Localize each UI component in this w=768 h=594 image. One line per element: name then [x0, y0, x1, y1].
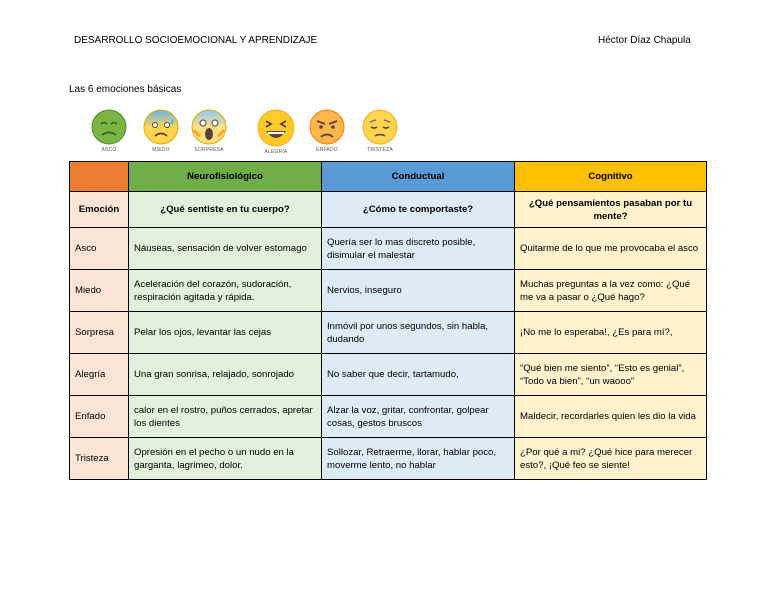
nauseated-face-icon: [90, 108, 128, 146]
angry-face-icon: [308, 108, 346, 146]
category-header-row: [70, 162, 707, 192]
sad-relieved-face-icon: [361, 108, 399, 146]
emoji-caption: ASCO: [101, 147, 117, 153]
question-header-row: [70, 192, 707, 228]
emotion-name-cell: Asco: [70, 228, 129, 270]
document-header-course: DESARROLLO SOCIOEMOCIONAL Y APRENDIZAJE: [74, 35, 318, 46]
category-cognitivo: Cognitivo: [515, 162, 707, 192]
emoji-caption: ALEGRIA: [264, 149, 288, 155]
neuro-cell: Aceleración del corazón, sudoración, respiración agitada y rápida.: [129, 270, 322, 312]
conductual-cell: Inmóvil por unos segundos, sin habla, dudando: [322, 312, 515, 354]
emotions-table: [69, 161, 707, 480]
question-pensamientos: ¿Qué pensamientos pasaban por tu mente?: [515, 192, 707, 228]
cognitivo-cell: Muchas preguntas a la vez como: ¿Qué me va a pasar o ¿Qué hago?: [515, 270, 707, 312]
category-neurofisiologico: Neurofisiológico: [129, 162, 322, 192]
conductual-cell: Sollozar, Retraerme, llorar, hablar poco, moverme lento, no hablar: [322, 438, 515, 480]
table-row: [70, 438, 707, 480]
emotion-name-cell: Enfado: [70, 396, 129, 438]
emotion-name-cell: Alegría: [70, 354, 129, 396]
table-row: [70, 354, 707, 396]
cognitivo-cell: ¡No me lo esperaba!, ¿Es para mí?,: [515, 312, 707, 354]
cognitivo-cell: Maldecir, recordarles quien les dio la vida: [515, 396, 707, 438]
emotion-name-cell: Sorpresa: [70, 312, 129, 354]
emoji-asco: [86, 108, 132, 153]
emoji-caption: MIEDO: [152, 147, 170, 153]
question-comportamiento: ¿Cómo te comportaste?: [322, 192, 515, 228]
conductual-cell: No saber que decir, tartamudo,: [322, 354, 515, 396]
neuro-cell: Una gran sonrisa, relajado, sonrojado: [129, 354, 322, 396]
screaming-face-icon: [190, 108, 228, 146]
emoji-tristeza: [357, 108, 403, 153]
table-row: [70, 312, 707, 354]
cognitivo-cell: “Qué bien me siento”, “Esto es genial”, “Todo va bien”, “un waooo”: [515, 354, 707, 396]
emoji-enfado: [304, 108, 350, 153]
neuro-cell: calor en el rostro, puños cerrados, apretar los dientes: [129, 396, 322, 438]
emotion-column-header: Emoción: [70, 192, 129, 228]
neuro-cell: Opresión en el pecho o un nudo en la garganta, lagrimeo, dolor.: [129, 438, 322, 480]
emotion-name-cell: Tristeza: [70, 438, 129, 480]
emoji-miedo: [138, 108, 184, 153]
cognitivo-cell: ¿Por qué a mi? ¿Qué hice para merecer esto?, ¡Qué feo se siente!: [515, 438, 707, 480]
conductual-cell: Nervios, inseguro: [322, 270, 515, 312]
table-row: [70, 396, 707, 438]
conductual-cell: Quería ser lo mas discreto posible, disimular el malestar: [322, 228, 515, 270]
emoji-strip: [86, 108, 416, 160]
category-corner-cell: [70, 162, 129, 192]
fearful-sweat-face-icon: [142, 108, 180, 146]
table-row: [70, 270, 707, 312]
emoji-sorpresa: [186, 108, 232, 153]
emoji-alegria: [253, 108, 299, 155]
conductual-cell: Alzar la voz, gritar, confrontar, golpear cosas, gestos bruscos: [322, 396, 515, 438]
emoji-caption: TRISTEZA: [367, 147, 393, 153]
emoji-caption: SORPRESA: [194, 147, 224, 153]
question-cuerpo: ¿Qué sentiste en tu cuerpo?: [129, 192, 322, 228]
laughing-face-icon: [256, 108, 296, 148]
neuro-cell: Náuseas, sensación de volver estomago: [129, 228, 322, 270]
emoji-caption: ENFADO: [316, 147, 338, 153]
document-header-author: Héctor Díaz Chapula: [598, 35, 691, 46]
emotion-name-cell: Miedo: [70, 270, 129, 312]
section-title: Las 6 emociones básicas: [69, 84, 182, 95]
neuro-cell: Pelar los ojos, levantar las cejas: [129, 312, 322, 354]
table-row: [70, 228, 707, 270]
category-conductual: Conductual: [322, 162, 515, 192]
cognitivo-cell: Quitarme de lo que me provocaba el asco: [515, 228, 707, 270]
